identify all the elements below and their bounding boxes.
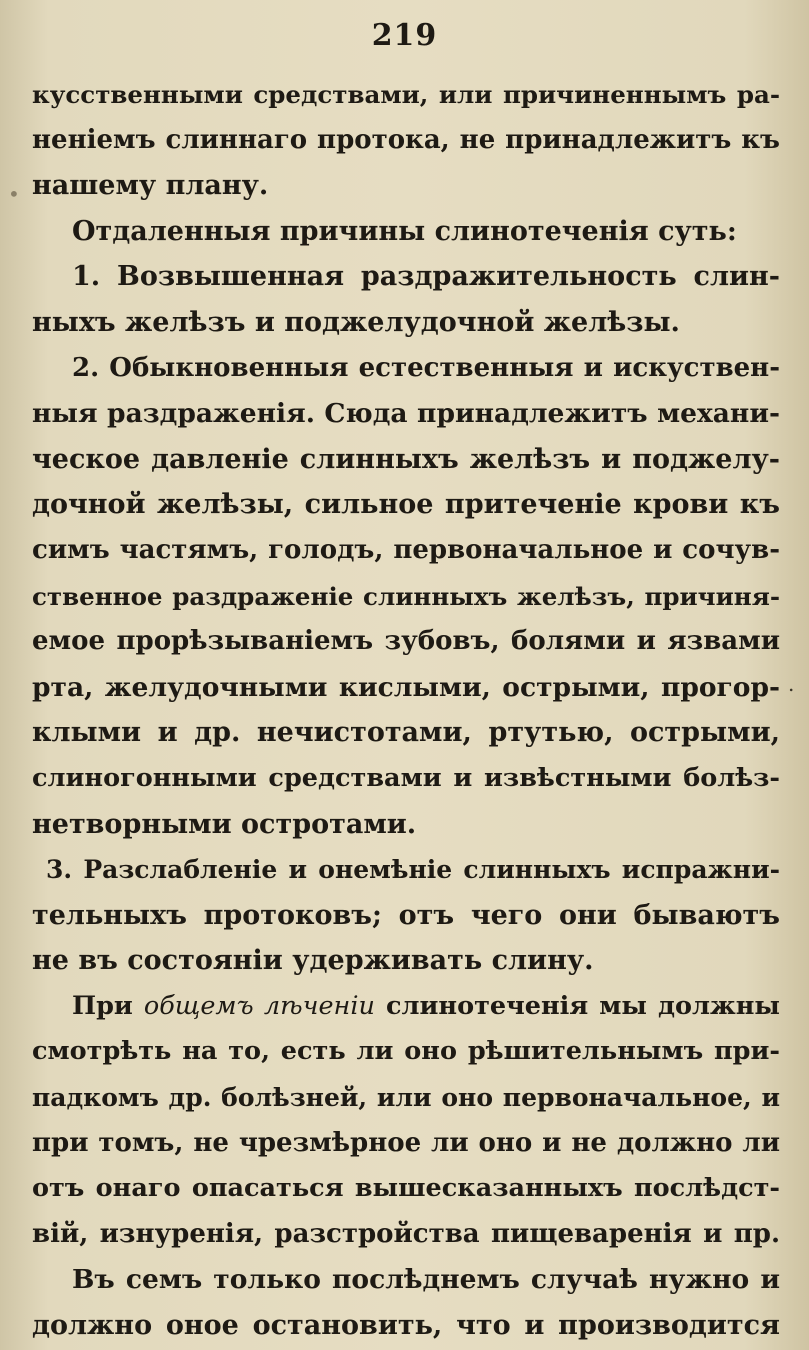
margin-mark: . bbox=[788, 672, 795, 696]
text-line: Въ семъ только послѣднемъ случаѣ нужно и bbox=[72, 1264, 780, 1296]
margin-mark: • bbox=[8, 182, 20, 206]
emphasis-text: общемъ лѣченiи bbox=[143, 990, 375, 1021]
text-line: смотрѣть на то, есть ли оно рѣшительнымъ при- bbox=[32, 1036, 780, 1067]
text-line: отъ онаго опасаться вышесказанныхъ послѣдст- bbox=[32, 1173, 780, 1204]
text-line: при томъ, не чрезмѣрное ли оно и не должно ли bbox=[32, 1127, 780, 1158]
text-line: симъ частямъ, голодъ, первоначальное и сочув- bbox=[32, 534, 780, 565]
text-line: ческое давленiе слинныхъ желѣзъ и поджелу- bbox=[32, 443, 780, 475]
text-line: ныя раздраженiя. Сюда принадлежитъ механи- bbox=[32, 398, 780, 430]
text-line: рта, желудочными кислыми, острыми, прогор- bbox=[32, 671, 780, 703]
page-number: 219 bbox=[371, 18, 438, 53]
text-line: должно оное остановить, что и производится bbox=[32, 1310, 780, 1342]
text-line bbox=[32, 984, 780, 1030]
text-fragment: При bbox=[72, 990, 133, 1021]
text-line: дочной желѣзы, сильное притеченiе крови къ bbox=[32, 489, 780, 521]
text-line: клыми и др. нечистотами, ртутью, острыми, bbox=[32, 717, 780, 749]
text-line: ныхъ желѣзъ и поджелудочной желѣзы. bbox=[32, 306, 680, 338]
text-line: вiй, изнуренiя, разстройства пищеваренiя и пр. bbox=[32, 1218, 780, 1249]
text-line: кусственными средствами, или причиненнымъ ра- bbox=[32, 80, 780, 109]
text-line: ненiемъ слиннаго протока, не принадлежитъ къ bbox=[32, 124, 780, 155]
text-line: ственное раздраженiе слинныхъ желѣзъ, причиня- bbox=[32, 581, 780, 611]
text-line: нетворными остротами. bbox=[32, 808, 417, 840]
text-fragment: слинотеченiя мы должны bbox=[385, 990, 780, 1021]
body-text bbox=[32, 72, 780, 1349]
text-line: емое прорѣзыванiемъ зубовъ, болями и язвами bbox=[32, 626, 780, 657]
text-line: нашему плану. bbox=[32, 170, 269, 202]
text-line: не въ состоянiи удерживать слину. bbox=[32, 945, 594, 977]
text-line: 1. Возвышенная раздражительность слин- bbox=[72, 261, 780, 293]
text-line: Отдаленныя причины слинотеченiя суть: bbox=[72, 215, 737, 247]
text-line: 3. Разслабленiе и онемѣнiе слинныхъ испражни- bbox=[46, 855, 780, 885]
text-line: 2. Обыкновенныя естественныя и искуствен- bbox=[72, 352, 780, 383]
text-line: падкомъ др. болѣзней, или оно первоначальное, и bbox=[32, 1083, 780, 1113]
text-line: слиногонными средствами и извѣстными болѣз- bbox=[32, 762, 780, 793]
text-line: тельныхъ протоковъ; отъ чего они бываютъ bbox=[32, 899, 780, 931]
